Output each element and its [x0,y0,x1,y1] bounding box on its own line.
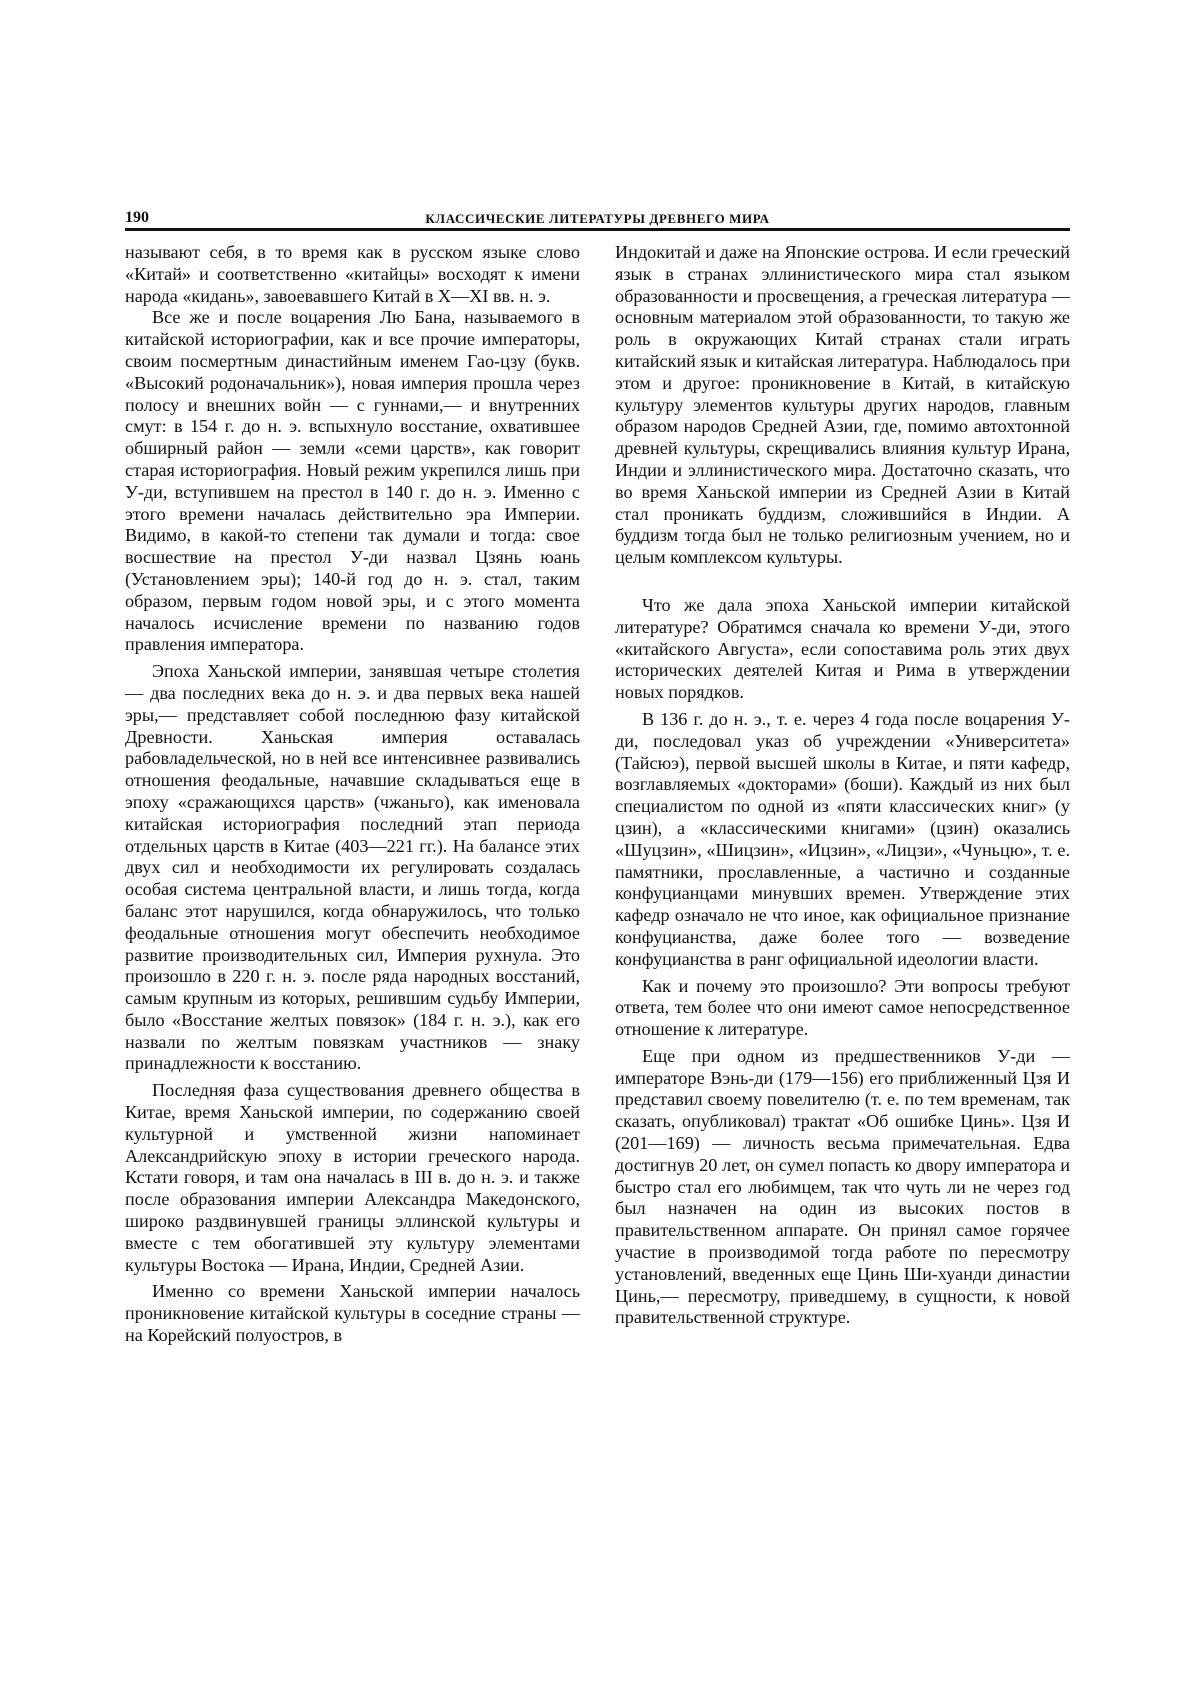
paragraph: Последняя фаза существования древнего общества в Китае, время Ханьской империи, по содержанию своей культурной и умственной жизни напоминает Александрийскую эпоху в истории греческого народа. Кстати говоря, и там она началась в III в. до н. э. и также после образования империи Александра Македонского, широко раздвинувшей границы эллинской культуры и вместе с тем обогатившей эту культуру элементами культуры Востока — Ирана, Индии, Средней Азии. [125,1080,580,1275]
paragraph: Что же дала эпоха Ханьской империи китайской литературе? Обратимся сначала ко времени У-ди, этого «китайского Августа», если сопоставима роль этих двух исторических деятелей Китая и Рима в утверждении новых порядков. [615,594,1070,703]
running-title: КЛАССИЧЕСКИЕ ЛИТЕРАТУРЫ ДРЕВНЕГО МИРА [425,211,770,226]
paragraph: Эпоха Ханьской империи, занявшая четыре столетия — два последних века до н. э. и два первых века нашей эры,— представляет собой последнюю фазу китайской Древности. Ханьская империя оставалась рабовладельческой, но в ней все интенсивнее развивались отношения феодальные, начавшие складываться еще в эпоху «сражающихся царств» (чжаньго), как именовала китайская историография последний этап периода отдельных царств в Китае (403—221 гг.). На балансе этих двух сил и необходимости их регулировать создалась особая система центральной власти, и лишь тогда, когда баланс этот нарушился, когда обнаружилось, что только феодальные отношения могут обеспечить необходимое развитие производительных сил, Империя рухнула. Это произошло в 220 г. н. э. после ряда народных восстаний, самым крупным из которых, решившим судьбу Империи, было «Восстание желтых повязок» (184 г. н. э.), как его назвали по желтым повязкам участников — знаку принадлежности к восстанию. [125,661,580,1074]
left-column [125,242,580,1347]
right-column [615,242,1070,1329]
paragraph: В 136 г. до н. э., т. е. через 4 года после воцарения У-ди, последовал указ об учреждении «Университета» (Тайсюэ), первой высшей школы в Китае, и пяти кафедр, возглавляемых «докторами» (боши). Каждый из них был специалистом по одной из «пяти классических книг» (у цзин), а «классическими книгами» (цзин) оказались «Шуцзин», «Шицзин», «Ицзин», «Лицзи», «Чуньцю», т. е. памятники, прославленные, а частично и созданные конфуцианцами минувших времен. Утверждение этих кафедр означало не что иное, как официальное признание конфуцианства, даже более того — возведение конфуцианства в ранг официальной идеологии власти. [615,708,1070,969]
paragraph: Еще при одном из предшественников У-ди — императоре Вэнь-ди (179—156) его приближенный Цзя И представил своему повелителю (т. е. по тем временам, так сказать, опубликовал) трактат «Об ошибке Цинь». Цзя И (201—169) — личность весьма примечательная. Едва достигнув 20 лет, он сумел попасть ко двору императора и быстро стал его любимцем, так что чуть ли не через год был назначен на один из высоких постов в правительственном аппарате. Он принял самое горячее участие в производимой тогда работе по пересмотру установлений, введенных еще Цинь Ши-хуанди династии Цинь,— пересмотру, приведшему, в сущности, к новой правительственной структуре. [615,1045,1070,1328]
page-number: 190 [125,209,149,226]
paragraph: Как и почему это произошло? Эти вопросы требуют ответа, тем более что они имеют самое непосредственное отношение к литературе. [615,975,1070,1040]
paragraph: Все же и после воцарения Лю Бана, называемого в китайской историографии, как и все прочие императоры, своим посмертным династийным именем Гао-цзу (букв. «Высокий родоначальник»), новая империя прошла через полосу и внешних войн — с гуннами,— и внутренних смут: в 154 г. до н. э. вспыхнуло восстание, охватившее обширный район — земли «семи царств», как говорит старая историография. Новый режим укрепился лишь при У-ди, вступившем на престол в 140 г. до н. э. Именно с этого времени началась действительно эра Империи. Видимо, в какой-то степени так думали и тогда: свое восшествие на престол У-ди назвал Цзянь юань (Установлением эры); 140-й год до н. э. стал, таким образом, первым годом новой эры, и с этого момента началось исчисление времени по названию годов правления императора. [125,307,580,655]
paragraph: называют себя, в то время как в русском языке слово «Китай» и соответственно «китайцы» восходят к имени народа «кидань», завоевавшего Китай в X—XI вв. н. э. [125,242,580,306]
header-rule [125,228,1070,231]
paragraph: Индокитай и даже на Японские острова. И если греческий язык в странах эллинистического мира стал языком образованности и просвещения, а греческая литература — основным материалом этой образованности, то такую же роль в окружающих Китай странах стали играть китайский язык и китайская литература. Наблюдалось при этом и другое: проникновение в Китай, в китайскую культуру элементов культуры других народов, главным образом народов Средней Азии, где, помимо автохтонной древней культуры, скрещивались влияния культур Ирана, Индии и эллинистического мира. Достаточно сказать, что во время Ханьской империи из Средней Азии в Китай стал проникать буддизм, сложившийся в Индии. А буддизм тогда был не только религиозным учением, но и целым комплексом культуры. [615,242,1070,568]
paragraph: Именно со времени Ханьской империи началось проникновение китайской культуры в соседние страны — на Корейский полуостров, в [125,1281,580,1346]
